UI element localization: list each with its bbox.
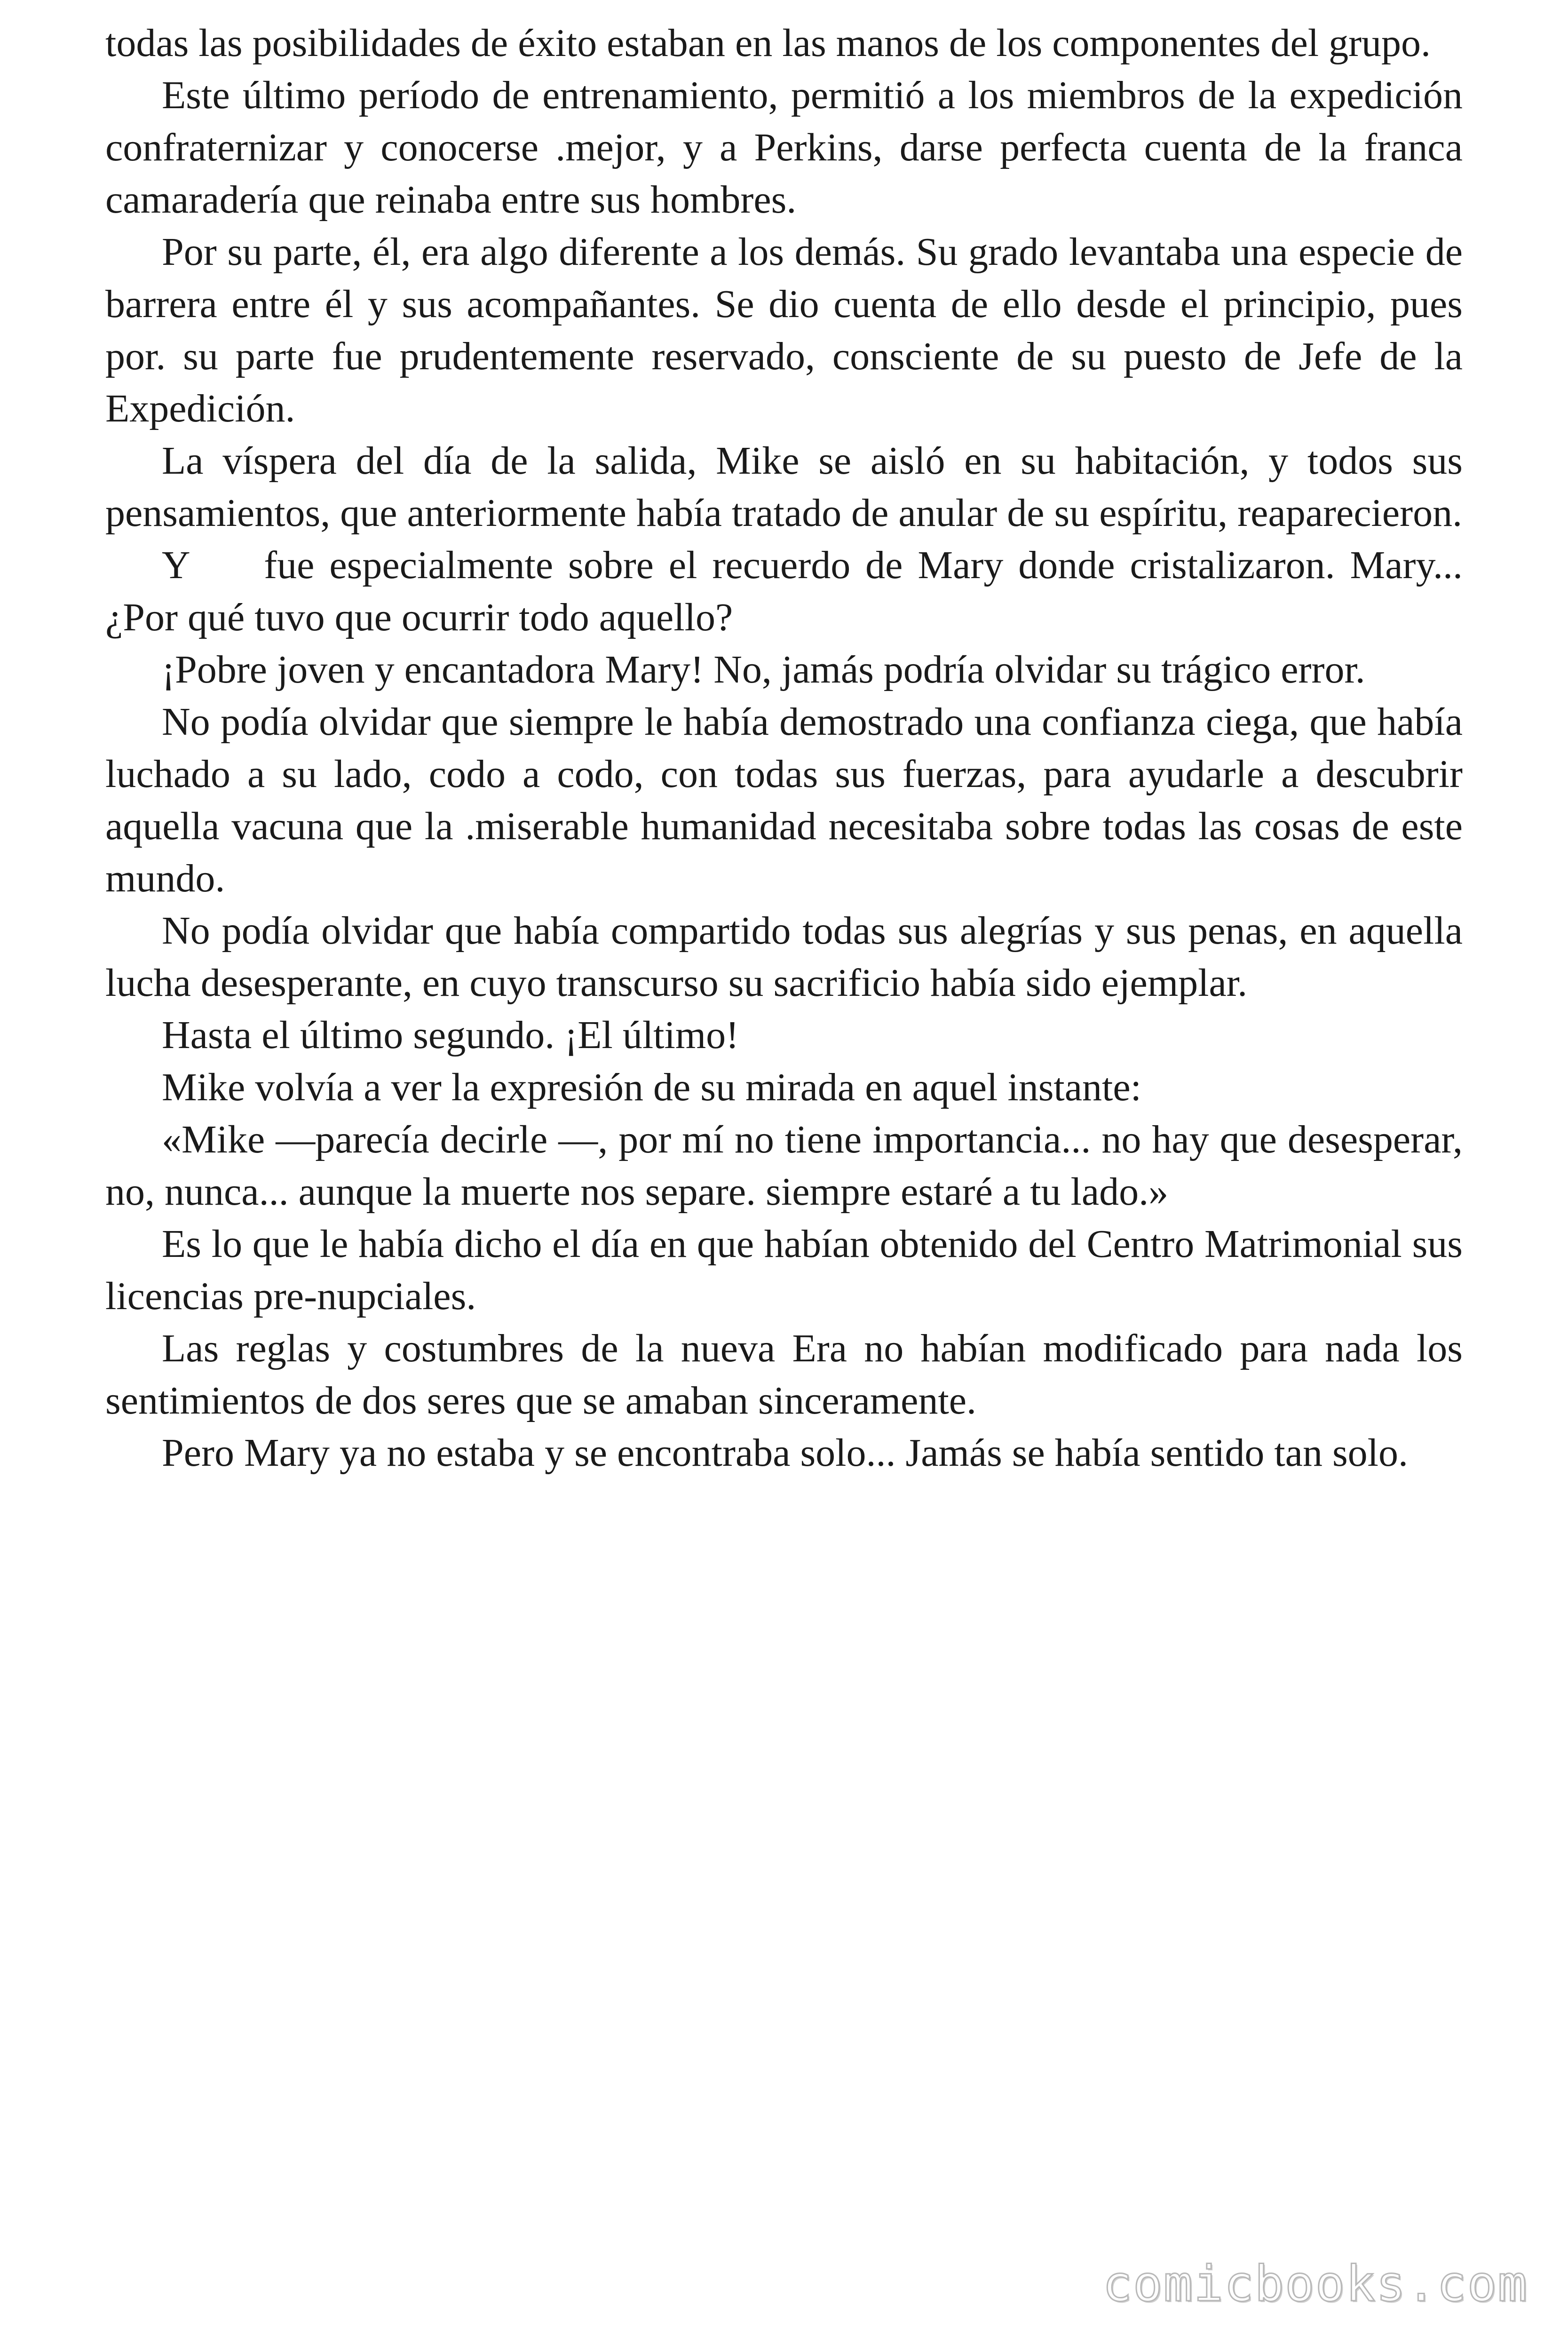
paragraph-9: Hasta el último segundo. ¡El último!	[162, 1013, 739, 1057]
paragraph-4: La víspera del día de la salida, Mike se aisló en su habitación, y todos sus pensamientos, que anteriormente había tratado de anular de su espíritu, reaparecieron.	[105, 439, 1463, 535]
paragraph-13: Las reglas y costumbres de la nueva Era no habían modificado para nada los sentimientos de dos seres que se amaban sinceramente.	[105, 1327, 1463, 1422]
document-page	[105, 17, 1473, 1479]
paragraph-2: Este último período de entrenamiento, permitió a los miembros de la expedición confraternizar y conocerse .mejor, y a Perkins, darse perfecta cuenta de la franca camaradería que reinaba entre sus hombres.	[105, 73, 1463, 222]
paragraph-1: todas las posibilidades de éxito estaban en las manos de los componentes del grupo.	[105, 21, 1431, 65]
paragraph-5: Y fue especialmente sobre el recuerdo de Mary donde cristalizaron. Mary... ¿Por qué tuvo que ocurrir todo aquello?	[105, 543, 1473, 639]
watermark: comicbooks.com	[1102, 2255, 1528, 2312]
paragraph-12: Es lo que le había dicho el día en que habían obtenido del Centro Matrimonial sus licencias pre-nupciales.	[105, 1222, 1463, 1318]
paragraph-10: Mike volvía a ver la expresión de su mirada en aquel instante:	[162, 1065, 1141, 1109]
paragraph-14: Pero Mary ya no estaba y se encontraba solo... Jamás se había sentido tan solo.	[162, 1431, 1408, 1475]
paragraph-7: No podía olvidar que siempre le había demostrado una confianza ciega, que había luchado a su lado, codo a codo, con todas sus fuerzas, para ayudarle a descubrir aquella vacuna que la .miserable humanidad necesitaba sobre todas las cosas de este mundo.	[105, 700, 1463, 900]
paragraph-11: «Mike —parecía decirle —, por mí no tiene importancia... no hay que desesperar, no, nunca... aunque la muerte nos separe. siempre estaré a tu lado.»	[105, 1118, 1463, 1214]
paragraph-3: Por su parte, él, era algo diferente a los demás. Su grado levantaba una especie de barrera entre él y sus acompañantes. Se dio cuenta de ello desde el principio, pues por. su parte fue prudentemente reservado, consciente de su puesto de Jefe de la Expedición.	[105, 230, 1463, 430]
paragraph-8: No podía olvidar que había compartido todas sus alegrías y sus penas, en aquella lucha desesperante, en cuyo transcurso su sacrificio había sido ejemplar.	[105, 909, 1463, 1005]
paragraph-6: ¡Pobre joven y encantadora Mary! No, jamás podría olvidar su trágico error.	[162, 648, 1365, 691]
